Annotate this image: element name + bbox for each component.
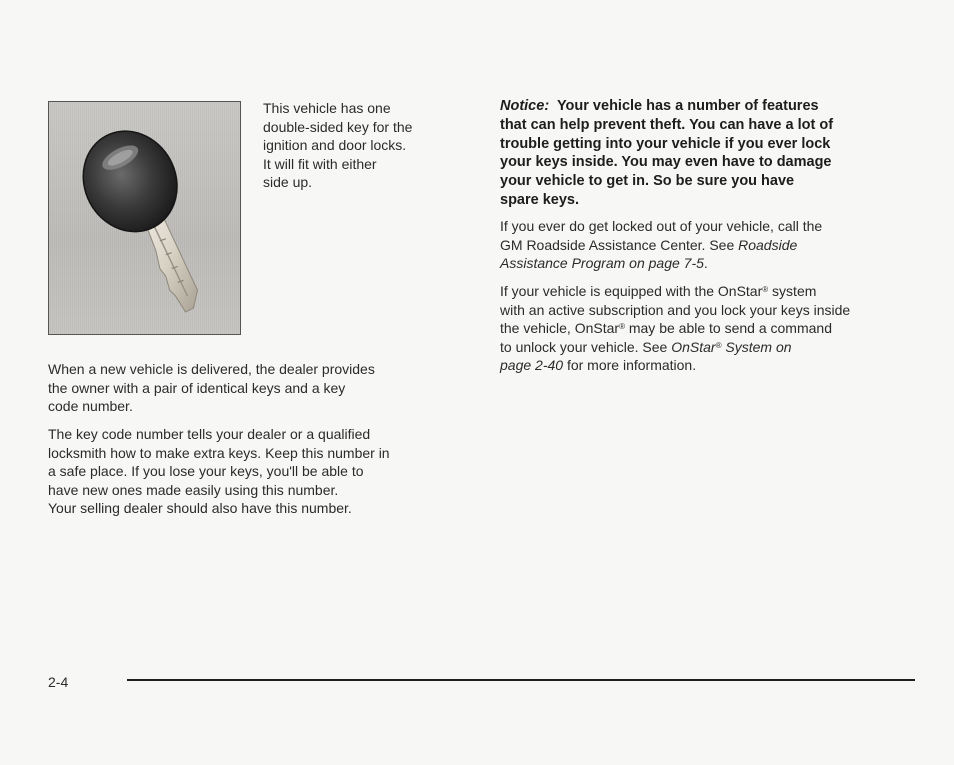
paragraph-line: If you ever do get locked out of your vehicle, call the (500, 218, 823, 234)
paragraph-line: Your selling dealer should also have this number. (48, 500, 352, 516)
paragraph-line: GM Roadside Assistance Center. See (500, 236, 735, 253)
roadside-reference-link[interactable]: Roadside (738, 236, 798, 253)
roadside-reference-link[interactable]: Assistance Program on page 7-5 (500, 255, 704, 271)
paragraph-line: locksmith how to make extra keys. Keep this number in (48, 444, 390, 461)
registered-mark: ® (715, 340, 722, 350)
paragraph-text: may be able to send a command (624, 320, 832, 336)
paragraph-text: system (768, 283, 817, 299)
punctuation: . (703, 255, 708, 271)
caption-line: It will fit with either (263, 155, 377, 172)
onstar-reference-link[interactable]: page 2-40 (500, 357, 564, 373)
caption-line: side up. (263, 174, 313, 190)
onstar-reference-link[interactable] (671, 339, 791, 355)
caption-line: double-sided key for the (263, 118, 413, 135)
paragraph-text: to unlock your vehicle. See (500, 338, 672, 355)
footer-rule (127, 679, 915, 681)
paragraph-line: code number. (48, 398, 133, 414)
paragraph-text: the vehicle, OnStar (500, 320, 620, 336)
notice-line: your vehicle to get in. So be sure you have (500, 173, 795, 190)
paragraph-line: When a new vehicle is delivered, the dealer provides (48, 361, 375, 377)
onstar-paragraph (500, 282, 920, 375)
key-caption (263, 99, 463, 192)
paragraph-line: the owner with a pair of identical keys and a key (48, 379, 346, 396)
caption-line: ignition and door locks. (263, 137, 407, 153)
key-code-paragraph (48, 425, 468, 518)
notice-line: spare keys. (500, 191, 580, 208)
paragraph-line: have new ones made easily using this number. (48, 481, 339, 498)
notice-line: that can help prevent theft. You can have a lot of (500, 116, 834, 133)
caption-line: This vehicle has one (263, 100, 391, 116)
delivery-paragraph (48, 360, 468, 416)
notice-label: Notice: (500, 98, 550, 114)
page-number: 2-4 (48, 674, 69, 690)
vehicle-key-icon (49, 102, 240, 334)
link-text: System on (721, 338, 792, 355)
paragraph-line: with an active subscription and you lock your keys inside (500, 301, 851, 318)
key-illustration (48, 101, 241, 335)
paragraph-line: The key code number tells your dealer or a qualified (48, 426, 371, 442)
link-text: OnStar (671, 338, 716, 355)
paragraph-text: If your vehicle is equipped with the OnStar (500, 283, 763, 299)
roadside-paragraph (500, 217, 920, 273)
notice-line: your keys inside. You may even have to damage (500, 154, 832, 171)
notice-line: trouble getting into your vehicle if you ever lock (500, 135, 831, 152)
registered-mark: ® (762, 285, 769, 294)
theft-notice (500, 97, 910, 210)
registered-mark: ® (619, 322, 625, 331)
paragraph-text: for more information. (563, 357, 697, 373)
paragraph-line: a safe place. If you lose your keys, you'll be able to (48, 463, 364, 479)
notice-line: Your vehicle has a number of features (556, 98, 819, 114)
